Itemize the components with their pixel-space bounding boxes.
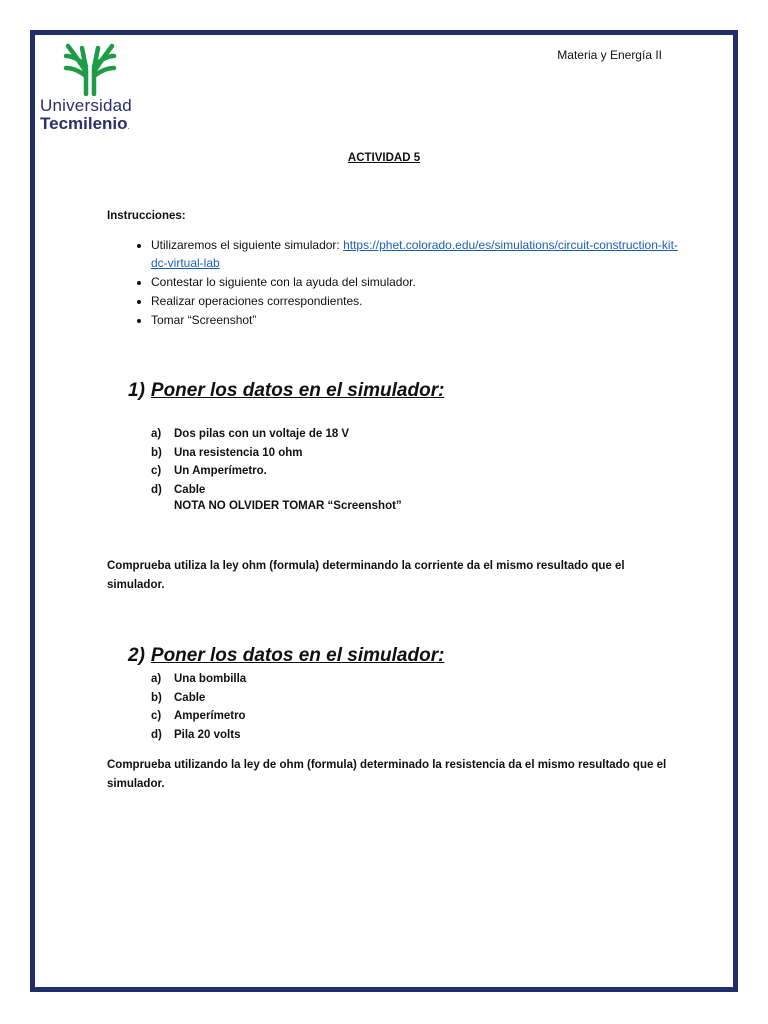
section-1-paragraph: Comprueba utiliza la ley ohm (formula) determinando la corriente da el mismo resultado que el simulador. — [107, 560, 625, 591]
list-item: a) Dos pilas con un voltaje de 18 V — [151, 428, 350, 440]
section-2-heading: 2) Poner los datos en el simulador: — [128, 645, 445, 666]
list-item: b) Una resistencia 10 ohm — [151, 446, 303, 459]
course-subject: Materia y Energía II — [557, 48, 662, 62]
section-1-items — [151, 425, 349, 499]
list-item: • Utilizaremos el siguiente simulador: https://phet.colorado.edu/es/simulations/circuit-construction-kit-dc-virtual-lab — [151, 236, 691, 272]
list-item: c) Amperímetro — [151, 710, 246, 722]
document-title: ACTIVIDAD 5 — [347, 152, 421, 164]
list-item: b) Cable — [151, 691, 206, 704]
list-item: • Realizar operaciones correspondientes. — [151, 292, 691, 310]
screenshot-note: NOTA NO OLVIDER TOMAR “Screenshot” — [174, 500, 402, 512]
instructions-list — [107, 236, 691, 330]
logo-text-universidad: Universidad — [40, 96, 132, 115]
list-item: • Tomar “Screenshot” — [151, 311, 691, 329]
list-item: d) Pila 20 volts — [151, 728, 241, 741]
section-2-paragraph: Comprueba utilizando la ley de ohm (formula) determinado la resistencia da el mismo resultado que el simulador. — [107, 759, 667, 790]
list-item: d) Cable — [151, 483, 206, 496]
section-1-heading: 1) Poner los datos en el simulador: — [128, 380, 445, 401]
list-item: c) Un Amperímetro. — [151, 465, 267, 477]
logo-text-tecmilenio: Tecmilenio. — [40, 114, 130, 133]
simulator-link[interactable]: https://phet.colorado.edu/es/simulations/circuit-construction-kit-dc-virtual-lab — [151, 238, 678, 270]
list-item: a) Una bombilla — [151, 673, 247, 685]
list-item: • Contestar lo siguiente con la ayuda del simulador. — [151, 273, 691, 291]
instructions-label: Instrucciones: — [107, 210, 186, 222]
section-2-items — [151, 670, 246, 744]
